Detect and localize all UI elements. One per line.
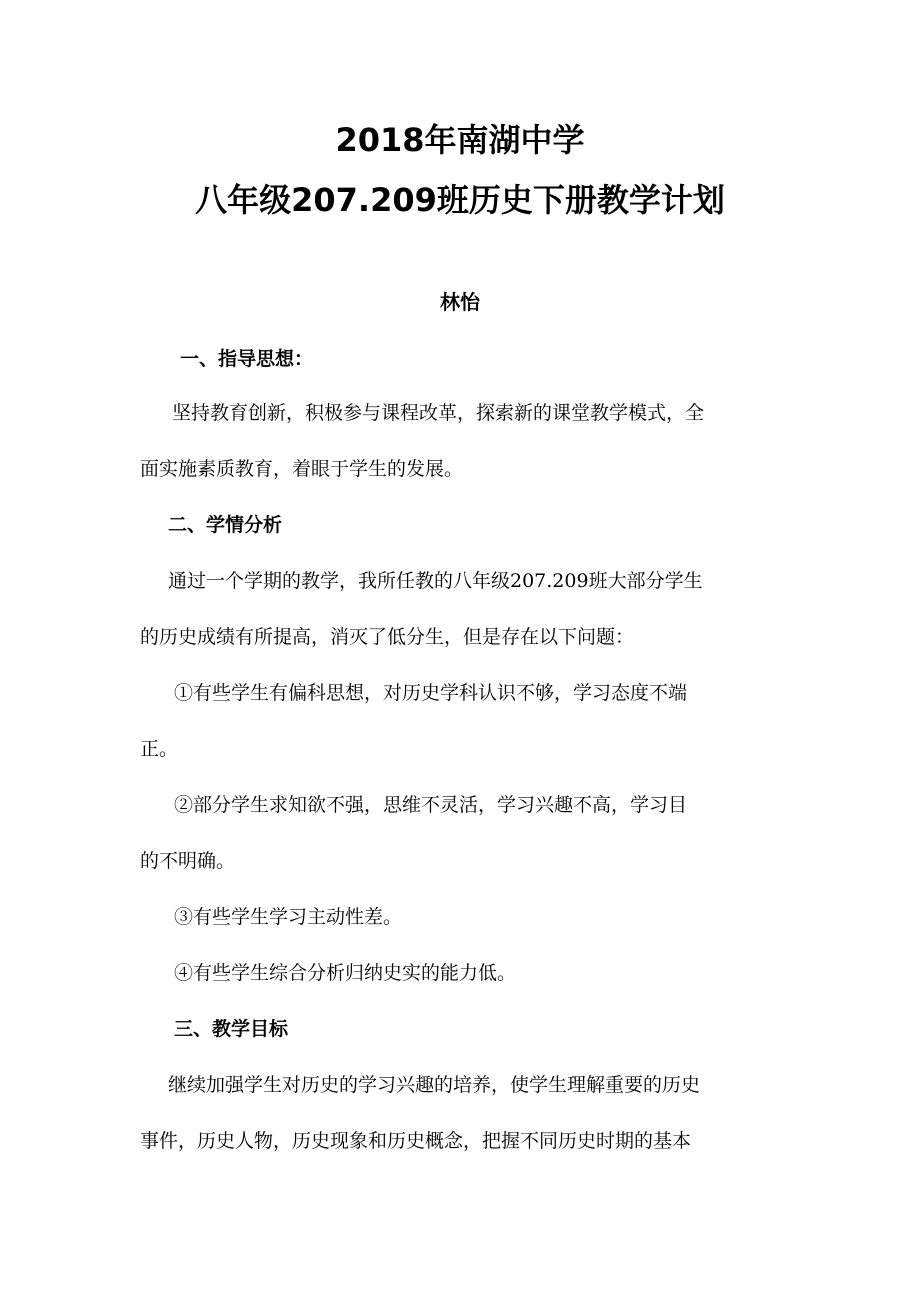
list-item: ②部分学生求知欲不强，思维不灵活，学习兴趣不高，学习目 — [174, 794, 688, 816]
list-item: ①有些学生有偏科思想，对历史学科认识不够，学习态度不端 — [174, 682, 688, 704]
paragraph-line: 通过一个学期的教学，我所任教的八年级207.209班大部分学生 — [168, 570, 703, 592]
document-title-line-2: 八年级207.209班历史下册教学计划 — [195, 181, 725, 219]
list-item-continuation: 的不明确。 — [140, 850, 236, 872]
section-heading-guiding-ideology: 一、指导思想： — [180, 348, 314, 370]
list-item-continuation: 正。 — [140, 738, 179, 760]
list-item: ③有些学生学习主动性差。 — [174, 906, 403, 928]
section-heading-student-analysis: 二、学情分析 — [168, 514, 283, 536]
paragraph-line: 事件，历史人物，历史现象和历史概念，把握不同历史时期的基本 — [140, 1130, 692, 1152]
list-item: ④有些学生综合分析归纳史实的能力低。 — [174, 962, 517, 984]
paragraph-line: 的历史成绩有所提高，消灭了低分生，但是存在以下问题： — [140, 626, 635, 648]
paragraph-line: 继续加强学生对历史的学习兴趣的培养，使学生理解重要的历史 — [168, 1074, 701, 1096]
paragraph-line: 面实施素质教育，着眼于学生的发展。 — [140, 458, 464, 480]
section-heading-teaching-goals: 三、教学目标 — [174, 1018, 289, 1040]
paragraph-line: 坚持教育创新，积极参与课程改革，探索新的课堂教学模式，全 — [172, 402, 705, 424]
author-name: 林怡 — [440, 290, 480, 314]
document-title-line-1: 2018年南湖中学 — [335, 121, 585, 159]
